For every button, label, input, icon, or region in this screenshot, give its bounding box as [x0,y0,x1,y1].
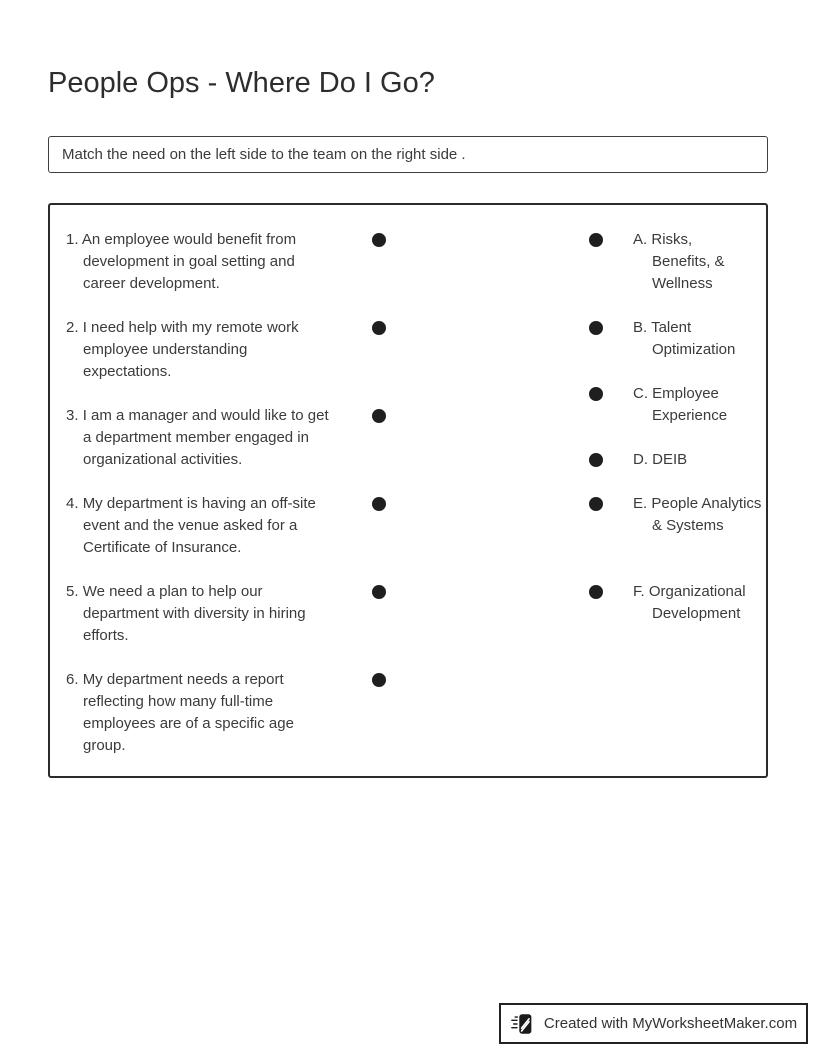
question-text: My department is having an off-site event and the venue asked for a Certificate of Insurance. [82,495,316,556]
question-number: 6. [66,671,79,688]
answer-letter: E. [633,495,648,512]
question-item-3 [66,405,334,471]
answer-text: Talent Optimization [651,319,736,358]
answer-text: People Analytics & Systems [651,495,762,534]
answer-item-c [633,383,757,427]
match-dot-answer-c [589,387,603,401]
question-number: 4. [66,495,79,512]
match-dot-answer-f [589,585,603,599]
answer-letter: A. [633,231,648,248]
instructions-text: Match the need on the left side to the team on the right side . [62,146,466,163]
match-dot-answer-b [589,321,603,335]
question-number: 3. [66,407,79,424]
question-number: 5. [66,583,79,600]
question-text: We need a plan to help our department with diversity in hiring efforts. [82,583,306,644]
question-list [66,229,334,757]
answer-text: Employee Experience [652,385,728,424]
question-text: My department needs a report reflecting how many full-time employees are of a specific age group. [82,671,294,754]
answer-text: DEIB [652,451,688,468]
question-item-5 [66,581,334,647]
footer-credit-text: Created with MyWorksheetMaker.com [543,1015,798,1032]
question-item-6 [66,669,334,757]
question-text: I need help with my remote work employee understanding expectations. [82,319,299,380]
match-dot-question-1 [372,233,386,247]
answer-list [633,229,762,625]
answer-letter: D. [633,451,648,468]
answer-item-f [633,581,757,625]
question-text: An employee would benefit from development in goal setting and career development. [81,231,297,292]
question-number: 1. [66,231,79,248]
match-dot-answer-e [589,497,603,511]
answer-letter: F. [633,583,645,600]
answer-text: Risks, Benefits, & Wellness [651,231,725,292]
answer-item-b [633,317,757,361]
question-text: I am a manager and would like to get a department member engaged in organizational activities. [82,407,329,468]
match-dot-question-5 [372,585,386,599]
answer-item-d [633,449,757,471]
question-item-2 [66,317,334,383]
answer-letter: C. [633,385,648,402]
answer-letter: B. [633,319,648,336]
worksheet-maker-logo-icon [510,1011,536,1037]
match-dot-question-6 [372,673,386,687]
match-dot-question-4 [372,497,386,511]
footer-credit-box [499,1003,808,1044]
instructions-box [48,136,768,173]
match-dot-answer-a [589,233,603,247]
question-item-4 [66,493,334,559]
answer-item-a [633,229,752,295]
page-title: People Ops - Where Do I Go? [48,67,435,100]
matching-exercise-box [48,203,768,778]
answer-item-e [633,493,762,559]
match-dot-question-3 [372,409,386,423]
match-dot-answer-d [589,453,603,467]
answer-text: Organizational Development [648,583,746,622]
match-dot-question-2 [372,321,386,335]
question-item-1 [66,229,334,295]
question-number: 2. [66,319,79,336]
